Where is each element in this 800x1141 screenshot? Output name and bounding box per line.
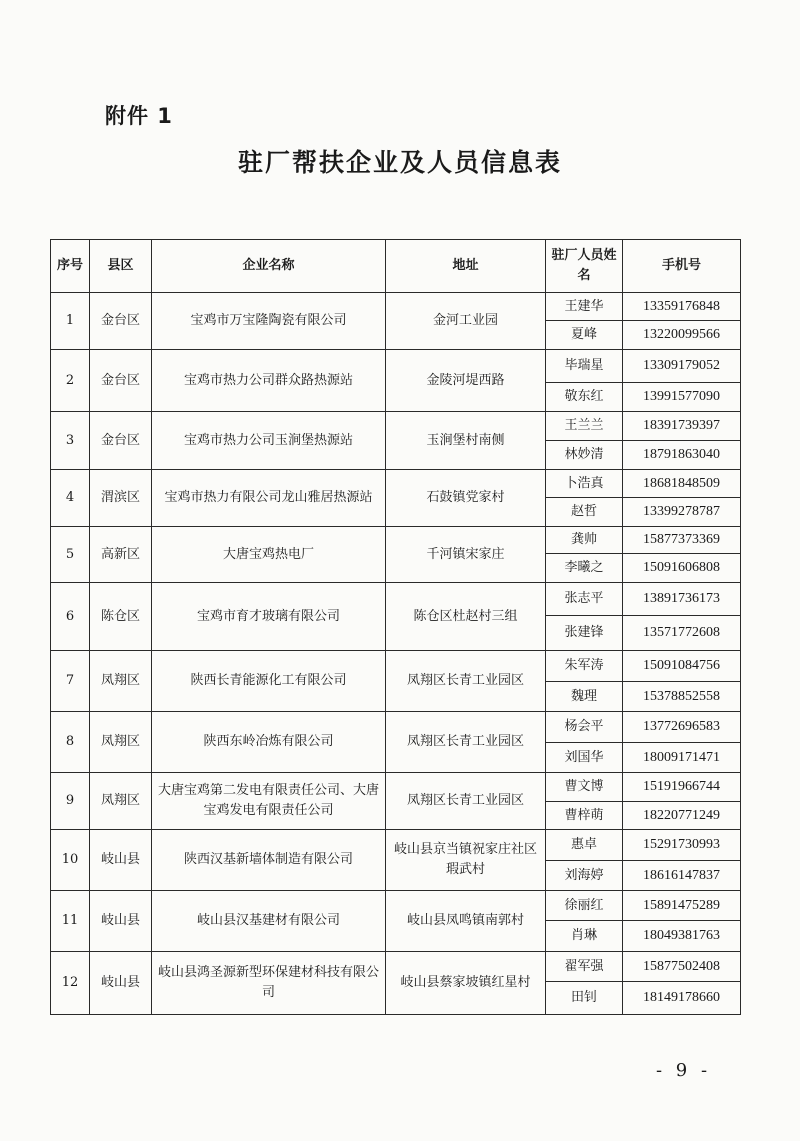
- row-seq: 1: [51, 293, 90, 350]
- staff-name: 毕瑞星: [546, 350, 623, 383]
- staff-name: 李曦之: [546, 554, 623, 583]
- staff-phone: 18391739397: [623, 412, 741, 441]
- staff-name: 翟军强: [546, 952, 623, 982]
- staff-name: 肖琳: [546, 921, 623, 952]
- staff-name: 曹梓萌: [546, 802, 623, 830]
- staff-phone: 18791863040: [623, 441, 741, 470]
- row-seq: 9: [51, 773, 90, 830]
- row-company: 宝鸡市热力有限公司龙山雅居热源站: [152, 470, 386, 527]
- staff-name: 敬东红: [546, 383, 623, 412]
- row-county: 凤翔区: [90, 712, 152, 773]
- row-address: 金陵河堤西路: [386, 350, 546, 412]
- table-row: [51, 412, 741, 441]
- row-company: 大唐宝鸡第二发电有限责任公司、大唐宝鸡发电有限责任公司: [152, 773, 386, 830]
- staff-name: 朱军涛: [546, 651, 623, 682]
- row-county: 金台区: [90, 350, 152, 412]
- staff-name: 惠卓: [546, 830, 623, 861]
- header-row: [51, 240, 741, 293]
- row-company: 岐山县汉基建材有限公司: [152, 891, 386, 952]
- staff-phone: 13399278787: [623, 498, 741, 527]
- row-seq: 5: [51, 527, 90, 583]
- staff-name: 张志平: [546, 583, 623, 616]
- table-row: [51, 773, 741, 802]
- row-county: 陈仓区: [90, 583, 152, 651]
- row-address: 岐山县蔡家坡镇红星村: [386, 952, 546, 1015]
- staff-name: 赵哲: [546, 498, 623, 527]
- row-seq: 8: [51, 712, 90, 773]
- staff-name: 龚帅: [546, 527, 623, 554]
- staff-name: 刘海婷: [546, 861, 623, 891]
- table-row: [51, 293, 741, 321]
- staff-name: 曹文博: [546, 773, 623, 802]
- row-company: 宝鸡市热力公司群众路热源站: [152, 350, 386, 412]
- staff-phone: 15291730993: [623, 830, 741, 861]
- header-county: 县区: [90, 240, 152, 293]
- table-row: [51, 651, 741, 682]
- staff-name: 张建锋: [546, 616, 623, 651]
- table-row: [51, 527, 741, 554]
- staff-name: 王兰兰: [546, 412, 623, 441]
- staff-name: 徐丽红: [546, 891, 623, 921]
- row-county: 金台区: [90, 293, 152, 350]
- row-company: 陕西汉基新墙体制造有限公司: [152, 830, 386, 891]
- row-county: 岐山县: [90, 830, 152, 891]
- staff-phone: 18149178660: [623, 982, 741, 1015]
- staff-name: 杨会平: [546, 712, 623, 743]
- staff-phone: 13359176848: [623, 293, 741, 321]
- staff-name: 王建华: [546, 293, 623, 321]
- row-company: 大唐宝鸡热电厂: [152, 527, 386, 583]
- row-seq: 10: [51, 830, 90, 891]
- row-seq: 12: [51, 952, 90, 1015]
- row-seq: 4: [51, 470, 90, 527]
- table-row: [51, 952, 741, 982]
- staff-name: 卜浩真: [546, 470, 623, 498]
- row-seq: 2: [51, 350, 90, 412]
- row-address: 石鼓镇党家村: [386, 470, 546, 527]
- staff-phone: 15091606808: [623, 554, 741, 583]
- table-row: [51, 712, 741, 743]
- row-county: 渭滨区: [90, 470, 152, 527]
- row-seq: 6: [51, 583, 90, 651]
- staff-phone: 18009171471: [623, 743, 741, 773]
- row-address: 凤翔区长青工业园区: [386, 651, 546, 712]
- staff-phone: 18220771249: [623, 802, 741, 830]
- document-title: 驻厂帮扶企业及人员信息表: [237, 148, 562, 177]
- row-seq: 11: [51, 891, 90, 952]
- staff-name: 田钊: [546, 982, 623, 1015]
- row-address: 陈仓区杜赵村三组: [386, 583, 546, 651]
- staff-name: 刘国华: [546, 743, 623, 773]
- row-seq: 3: [51, 412, 90, 470]
- staff-phone: 18049381763: [623, 921, 741, 952]
- row-county: 金台区: [90, 412, 152, 470]
- staff-phone: 13891736173: [623, 583, 741, 616]
- row-county: 岐山县: [90, 891, 152, 952]
- staff-phone: 18681848509: [623, 470, 741, 498]
- row-address: 凤翔区长青工业园区: [386, 773, 546, 830]
- row-county: 凤翔区: [90, 651, 152, 712]
- row-company: 宝鸡市育才玻璃有限公司: [152, 583, 386, 651]
- staff-phone: 15191966744: [623, 773, 741, 802]
- row-county: 高新区: [90, 527, 152, 583]
- row-address: 岐山县凤鸣镇南郭村: [386, 891, 546, 952]
- staff-phone: 15891475289: [623, 891, 741, 921]
- row-county: 凤翔区: [90, 773, 152, 830]
- staff-name: 魏理: [546, 682, 623, 712]
- header-seq: 序号: [51, 240, 90, 293]
- staff-phone: 13571772608: [623, 616, 741, 651]
- row-company: 宝鸡市热力公司玉涧堡热源站: [152, 412, 386, 470]
- table-row: [51, 470, 741, 498]
- row-address: 金河工业园: [386, 293, 546, 350]
- staff-name: 夏峰: [546, 321, 623, 350]
- attachment-label: 附件 1: [105, 104, 173, 128]
- staff-name: 林妙清: [546, 441, 623, 470]
- staff-phone: 13309179052: [623, 350, 741, 383]
- header-company: 企业名称: [152, 240, 386, 293]
- row-company: 陕西长青能源化工有限公司: [152, 651, 386, 712]
- row-county: 岐山县: [90, 952, 152, 1015]
- staff-phone: 13220099566: [623, 321, 741, 350]
- enterprise-staff-table: [50, 239, 741, 1015]
- row-company: 岐山县鸿圣源新型环保建材科技有限公司: [152, 952, 386, 1015]
- staff-phone: 18616147837: [623, 861, 741, 891]
- header-phone: 手机号: [623, 240, 741, 293]
- row-seq: 7: [51, 651, 90, 712]
- header-staff: 驻厂人员姓名: [546, 240, 623, 293]
- staff-phone: 15877373369: [623, 527, 741, 554]
- row-address: 玉涧堡村南侧: [386, 412, 546, 470]
- staff-phone: 13991577090: [623, 383, 741, 412]
- staff-phone: 15378852558: [623, 682, 741, 712]
- table-row: [51, 830, 741, 861]
- staff-phone: 15877502408: [623, 952, 741, 982]
- table-row: [51, 350, 741, 383]
- table-row: [51, 583, 741, 616]
- page-number: - 9 -: [656, 1060, 712, 1081]
- row-company: 陕西东岭冶炼有限公司: [152, 712, 386, 773]
- table-body: [51, 293, 741, 1015]
- staff-phone: 13772696583: [623, 712, 741, 743]
- row-address: 千河镇宋家庄: [386, 527, 546, 583]
- header-address: 地址: [386, 240, 546, 293]
- row-address: 凤翔区长青工业园区: [386, 712, 546, 773]
- row-company: 宝鸡市万宝隆陶瓷有限公司: [152, 293, 386, 350]
- staff-phone: 15091084756: [623, 651, 741, 682]
- table-row: [51, 891, 741, 921]
- row-address: 岐山县京当镇祝家庄社区瑕武村: [386, 830, 546, 891]
